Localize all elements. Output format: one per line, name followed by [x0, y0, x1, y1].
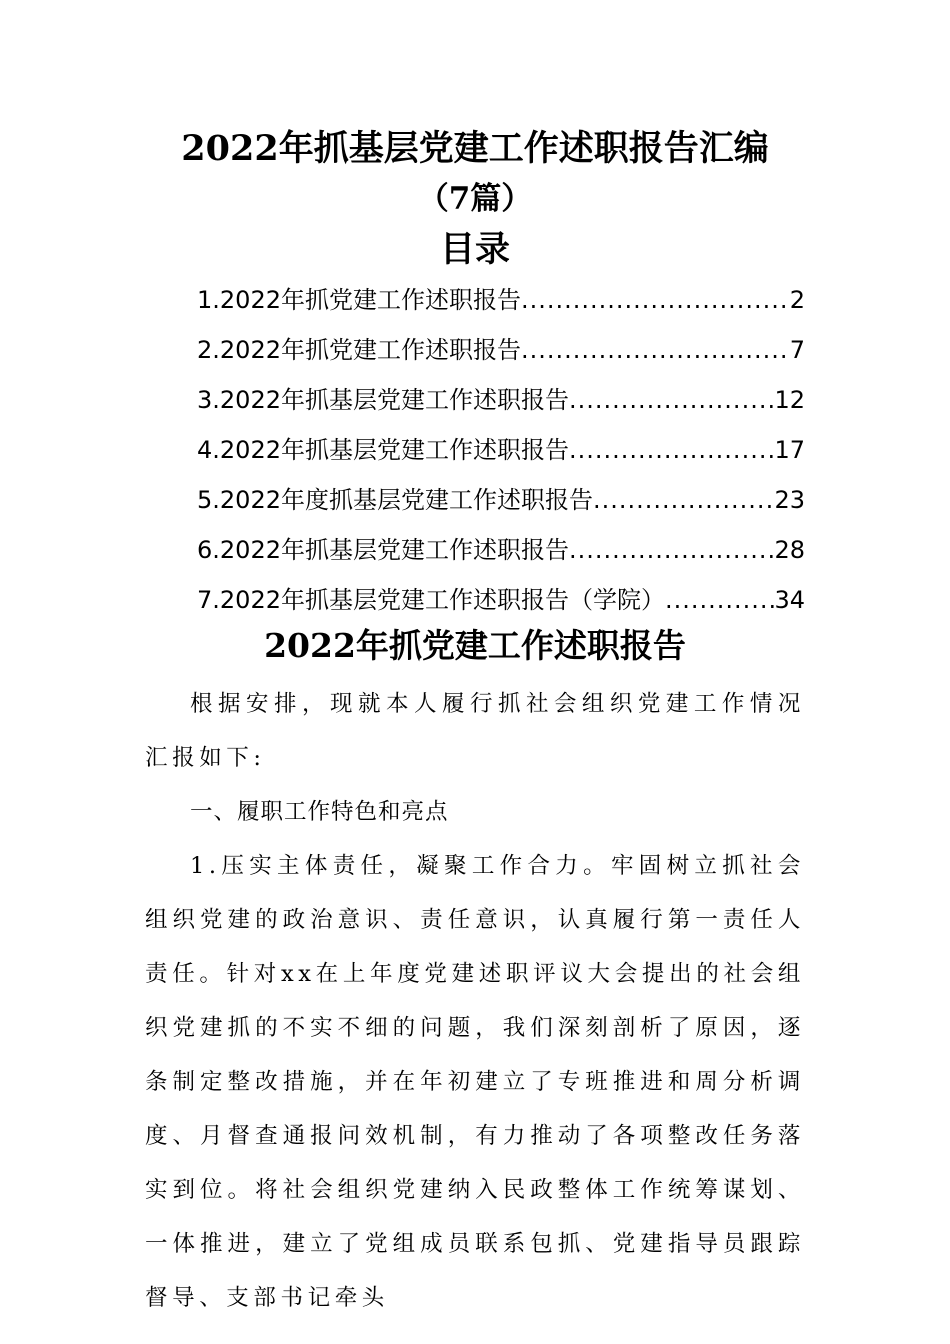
toc-heading: 目录	[439, 229, 510, 270]
toc-entry-page: 7	[789, 336, 805, 364]
toc-leader-dots	[593, 482, 774, 518]
body-paragraph: 1.压实主体责任，凝聚工作合力。牢固树立抓社会组织党建的政治意识、责任意识，认真履行第一责任人责任。针对xx在上年度党建述职评议大会提出的社会组织党建抓的不实不细的问题，我们深刻剖析了原因，逐条制定整改措施，并在年初建立了专班推进和周分析调度、月督查通报问效机制，有力推动了各项整改任务落实到位。将社会组织党建纳入民政整体工作统筹谋划、一体推进，建立了党组成员联系包抓、党建指导员跟踪督导、支部书记牵头	[145, 853, 805, 1311]
toc-entry-page: 23	[774, 486, 805, 514]
toc-entry-label: 7.2022年抓基层党建工作述职报告（学院）	[197, 586, 665, 614]
toc-entry-page: 34	[774, 586, 805, 614]
toc-entry-label: 4.2022年抓基层党建工作述职报告	[197, 436, 569, 464]
toc-entry[interactable]	[197, 482, 805, 532]
document-title: 2022年抓基层党建工作述职报告汇编	[181, 128, 769, 169]
document-subtitle: （7篇）	[417, 181, 533, 217]
toc-entry-page: 2	[789, 286, 805, 314]
report-title: 2022年抓党建工作述职报告	[264, 626, 686, 665]
toc-entry-label: 1.2022年抓党建工作述职报告	[197, 286, 521, 314]
table-of-contents	[197, 282, 805, 632]
report-body	[145, 677, 805, 1325]
toc-entry-label: 6.2022年抓基层党建工作述职报告	[197, 536, 569, 564]
toc-entry[interactable]	[197, 332, 805, 382]
intro-paragraph: 根据安排，现就本人履行抓社会组织党建工作情况汇报如下:	[145, 691, 805, 771]
toc-leader-dots	[569, 382, 774, 418]
toc-entry-page: 28	[774, 536, 805, 564]
toc-leader-dots	[569, 532, 774, 568]
toc-entry-label: 3.2022年抓基层党建工作述职报告	[197, 386, 569, 414]
toc-leader-dots	[521, 332, 790, 368]
toc-leader-dots	[665, 582, 774, 618]
toc-entry[interactable]	[197, 382, 805, 432]
toc-entry-page: 12	[774, 386, 805, 414]
toc-entry[interactable]	[197, 432, 805, 482]
toc-entry[interactable]	[197, 282, 805, 332]
toc-entry[interactable]	[197, 532, 805, 582]
toc-leader-dots	[521, 282, 790, 318]
section-heading: 一、履职工作特色和亮点	[190, 799, 449, 825]
toc-entry-page: 17	[774, 436, 805, 464]
toc-entry-label: 5.2022年度抓基层党建工作述职报告	[197, 486, 593, 514]
toc-entry-label: 2.2022年抓党建工作述职报告	[197, 336, 521, 364]
toc-leader-dots	[569, 432, 774, 468]
